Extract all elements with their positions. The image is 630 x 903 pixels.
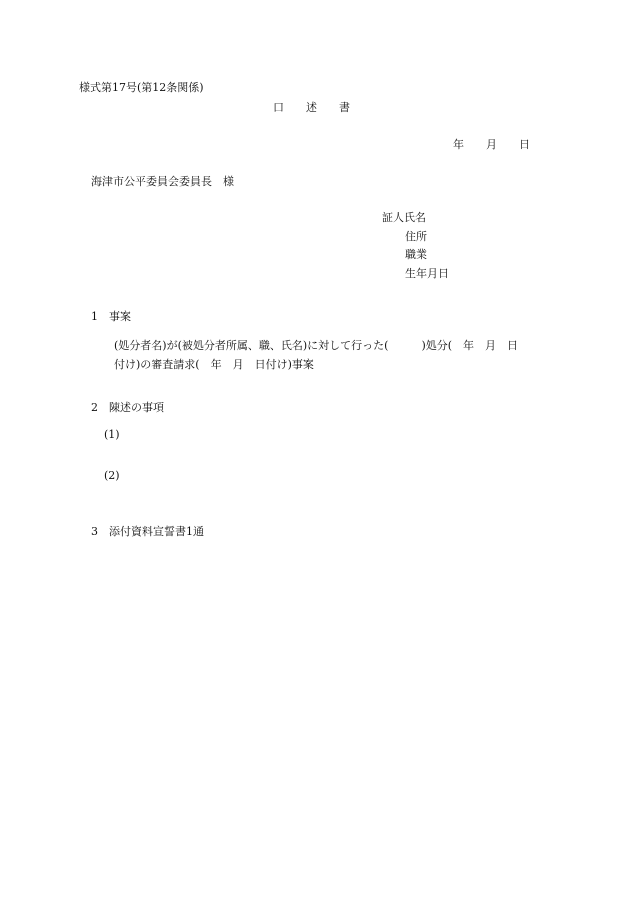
section-3-heading: 3 添付資料宣誓書1通 (91, 525, 204, 538)
date-line: 年 月 日 (453, 138, 530, 151)
witness-occupation-label: 職業 (405, 248, 427, 261)
section-1-heading: 1 事案 (91, 310, 131, 323)
section-2-item-1: (1) (104, 428, 120, 441)
document-title: 口 述 書 (273, 101, 350, 114)
witness-address-label: 住所 (405, 230, 427, 243)
addressee: 海津市公平委員会委員長 様 (91, 175, 234, 188)
section-1-text-line-1: (処分者名)が(被処分者所属、職、氏名)に対して行った( )処分( 年 月 日 (114, 339, 519, 352)
section-1-text-line-2: 付け)の審査請求( 年 月 日付け)事案 (114, 358, 314, 371)
form-number: 様式第17号(第12条関係) (79, 81, 204, 94)
section-2-heading: 2 陳述の事項 (91, 401, 164, 414)
witness-name-label: 証人氏名 (382, 211, 426, 224)
section-2-item-2: (2) (104, 469, 120, 482)
witness-dob-label: 生年月日 (405, 267, 449, 280)
